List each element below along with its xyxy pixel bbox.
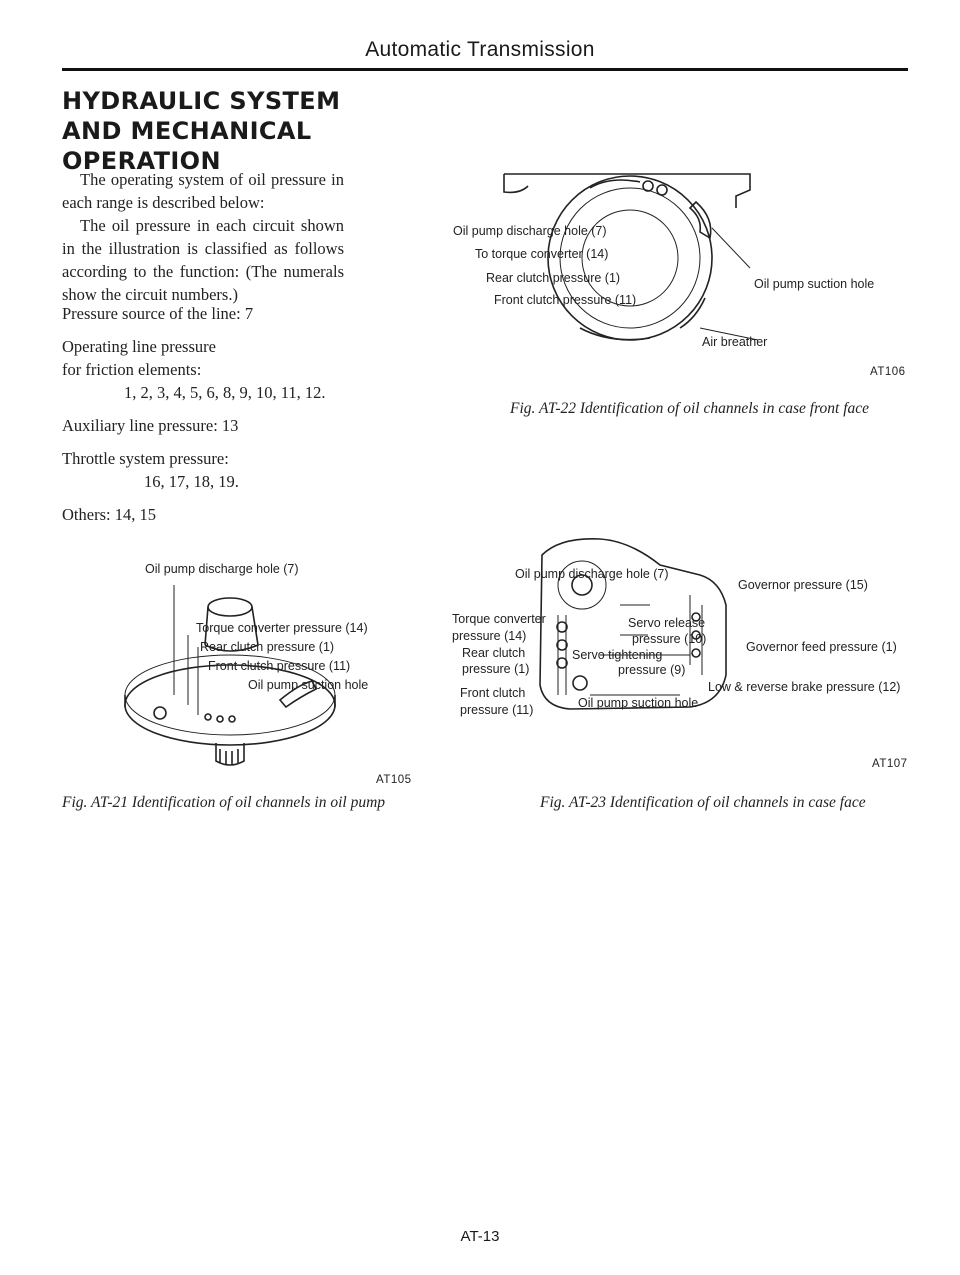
fig22-caption: Fig. AT-22 Identification of oil channels in case front face [510,400,870,417]
pressure-item-operating: Operating line pressure for friction elements: 1, 2, 3, 4, 5, 6, 8, 9, 10, 11, 12. [62,335,352,404]
fig22-label-suction: Oil pump suction hole [754,277,875,291]
fig21-caption: Fig. AT-21 Identification of oil channels in oil pump [62,794,386,811]
fig21-label-rear: Rear clutch pressure (1) [200,640,335,654]
section-title [62,86,362,176]
fig23-label-servo-tight-2: pressure (9) [618,663,686,677]
pressure-item-others: Others: 14, 15 [62,505,156,524]
fig22-label-breather: Air breather [702,335,768,349]
fig23-label-servo-release-1: Servo release [628,616,706,630]
fig23-label-servo-release-2: pressure (10) [632,632,707,646]
pressure-item-auxiliary: Auxiliary line pressure: 13 [62,416,239,435]
fig21-label-discharge: Oil pump discharge hole (7) [145,562,299,576]
page-header-title: Automatic Transmission [365,38,595,61]
fig23-label-torque-2: pressure (14) [452,629,527,643]
fig22-case-front-diagram [500,168,760,358]
pressure-list [62,302,352,536]
page-number: AT-13 [460,1228,500,1245]
fig21-code: AT105 [376,774,412,786]
header-rule [62,68,908,71]
fig22-label-torque: To torque converter (14) [475,247,609,261]
fig21-label-front: Front clutch pressure (11) [208,659,351,673]
pressure-value: 13 [221,416,239,435]
fig23-label-torque-1: Torque converter [452,612,546,626]
pressure-value: 14, 15 [114,505,156,524]
fig22-label-rear: Rear clutch pressure (1) [486,271,621,285]
pressure-item-throttle: Throttle system pressure: 16, 17, 18, 19. [62,447,352,493]
section-title-line-1: HYDRAULIC SYSTEM [62,87,341,115]
fig23-label-gov-feed: Governor feed pressure (1) [746,640,897,654]
fig23-caption: Fig. AT-23 Identification of oil channels in case face [540,794,866,811]
section-title-line-2: AND MECHANICAL [62,117,312,145]
intro-paragraph-2: The oil pressure in each circuit shown in the illustration is classified as follows according to the function: (The numerals show the circuit numbers.) [62,216,344,304]
section-title-line-3: OPERATION [62,147,221,175]
fig22-code: AT106 [870,366,906,378]
intro-paragraph-1: The operating system of oil pressure in each range is described below: [62,170,344,212]
pressure-item-source: Pressure source of the line: 7 [62,304,254,323]
fig23-label-rear-2: pressure (1) [462,662,530,676]
fig21-label-suction: Oil pump suction hole [248,678,369,692]
fig23-label-governor: Governor pressure (15) [738,578,868,592]
fig23-label-suction: Oil pump suction hole [578,696,699,710]
fig23-code: AT107 [872,758,908,770]
intro-text [62,168,344,306]
fig23-label-discharge: Oil pump discharge hole (7) [515,567,669,581]
fig22-label-discharge: Oil pump discharge hole (7) [453,224,607,238]
fig23-label-servo-tight-1: Servo tightening [572,648,663,662]
fig23-label-front-1: Front clutch [460,686,526,700]
fig23-label-rear-1: Rear clutch [462,646,526,660]
pressure-value: 1, 2, 3, 4, 5, 6, 8, 9, 10, 11, 12. [124,383,326,402]
pressure-value: 16, 17, 18, 19. [144,472,239,491]
fig23-label-low-reverse: Low & reverse brake pressure (12) [708,680,901,694]
fig23-label-front-2: pressure (11) [460,703,534,717]
fig22-label-front: Front clutch pressure (11) [494,293,637,307]
fig21-label-torque: Torque converter pressure (14) [196,621,368,635]
pressure-value: 7 [244,304,254,323]
